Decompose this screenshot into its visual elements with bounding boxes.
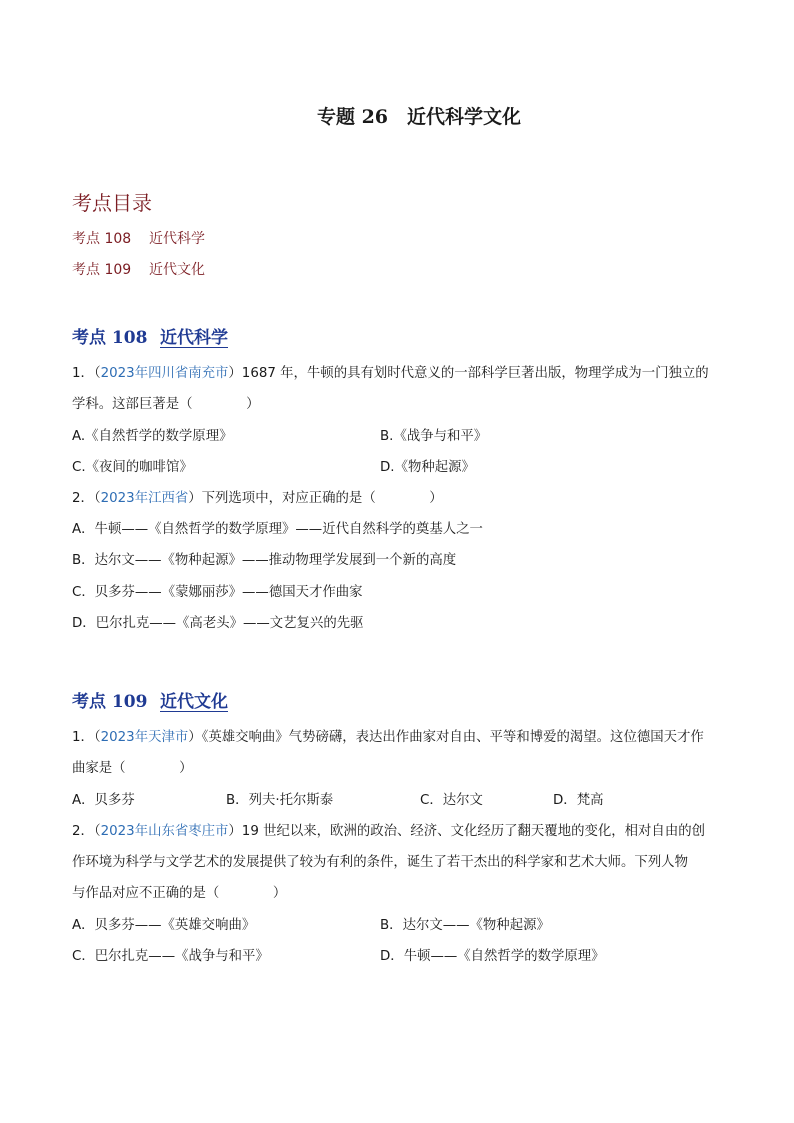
question-source: 2023年山东省枣庄市 [100, 824, 229, 839]
question-line: ）《英雄交响曲》气势磅礴，表达出作曲家对自由、平等和博爱的渴望。这位德国天才作 [188, 730, 704, 745]
section-number: 考点 108 [72, 328, 148, 348]
question-line: 学科。这部巨著是（ ） [72, 397, 260, 412]
option-b[interactable]: B．达尔文——《物种起源》 [380, 918, 550, 933]
option-c[interactable]: C．贝多芬——《蒙娜丽莎》——德国天才作曲家 [72, 585, 363, 600]
section-heading-109 [72, 687, 228, 712]
option-d[interactable]: D．梵高 [553, 793, 604, 808]
question-number: 1．（ [72, 366, 101, 381]
question-source: 2023年四川省南充市 [100, 366, 229, 381]
option-a[interactable]: A．牛顿——《自然哲学的数学原理》——近代自然科学的奠基人之一 [72, 522, 483, 537]
option-b[interactable]: B．达尔文——《物种起源》——推动物理学发展到一个新的高度 [72, 553, 457, 568]
section-heading-108 [72, 323, 228, 348]
page-title: 专题 26 近代科学文化 [316, 106, 522, 128]
toc-item-label: 近代科学 [149, 231, 205, 247]
option-d[interactable]: D．牛顿——《自然哲学的数学原理》 [380, 949, 605, 964]
question-line: 与作品对应不正确的是（ ） [72, 886, 287, 901]
option-b[interactable]: B．列夫·托尔斯泰 [226, 793, 334, 808]
question-line: ）19 世纪以来，欧洲的政治、经济、文化经历了翻天覆地的变化，相对自由的创 [228, 824, 705, 839]
option-a[interactable]: A．贝多芬——《英雄交响曲》 [72, 918, 256, 933]
option-b[interactable]: B.《战争与和平》 [380, 429, 488, 444]
toc-item-number: 考点 109 [72, 262, 132, 278]
option-c[interactable]: C．达尔文 [420, 793, 483, 808]
option-c[interactable]: C.《夜间的咖啡馆》 [72, 460, 193, 475]
section-label: 近代科学 [160, 328, 228, 348]
question-number: 2．（ [72, 824, 101, 839]
question-text [72, 820, 705, 839]
option-d[interactable]: D.《物种起源》 [380, 460, 475, 475]
toc-item-label: 近代文化 [149, 262, 205, 278]
question-number: 2．（ [72, 491, 101, 506]
question-text [72, 362, 709, 381]
question-line: 作环境为科学与文学艺术的发展提供了较为有利的条件，诞生了若干杰出的科学家和艺术大师。下列人物 [72, 855, 688, 870]
section-number: 考点 109 [72, 692, 148, 712]
toc-heading: 考点目录 [72, 191, 152, 215]
question-line: 曲家是（ ） [72, 761, 193, 776]
section-label: 近代文化 [160, 692, 228, 712]
option-c[interactable]: C．巴尔扎克——《战争与和平》 [72, 949, 269, 964]
option-a[interactable]: A．贝多芬 [72, 793, 135, 808]
question-source: 2023年天津市 [100, 730, 189, 745]
question-text [72, 487, 443, 506]
option-d[interactable]: D．巴尔扎克——《高老头》——文艺复兴的先驱 [72, 616, 364, 631]
question-number: 1．（ [72, 730, 101, 745]
toc-item-108[interactable] [72, 228, 205, 248]
question-text [72, 726, 704, 745]
option-a[interactable]: A.《自然哲学的数学原理》 [72, 429, 233, 444]
question-line: ）下列选项中，对应正确的是（ ） [188, 491, 443, 506]
question-source: 2023年江西省 [100, 491, 189, 506]
toc-item-number: 考点 108 [72, 231, 132, 247]
toc-item-109[interactable] [72, 259, 205, 279]
question-line: ）1687 年，牛顿的具有划时代意义的一部科学巨著出版，物理学成为一门独立的 [228, 366, 709, 381]
